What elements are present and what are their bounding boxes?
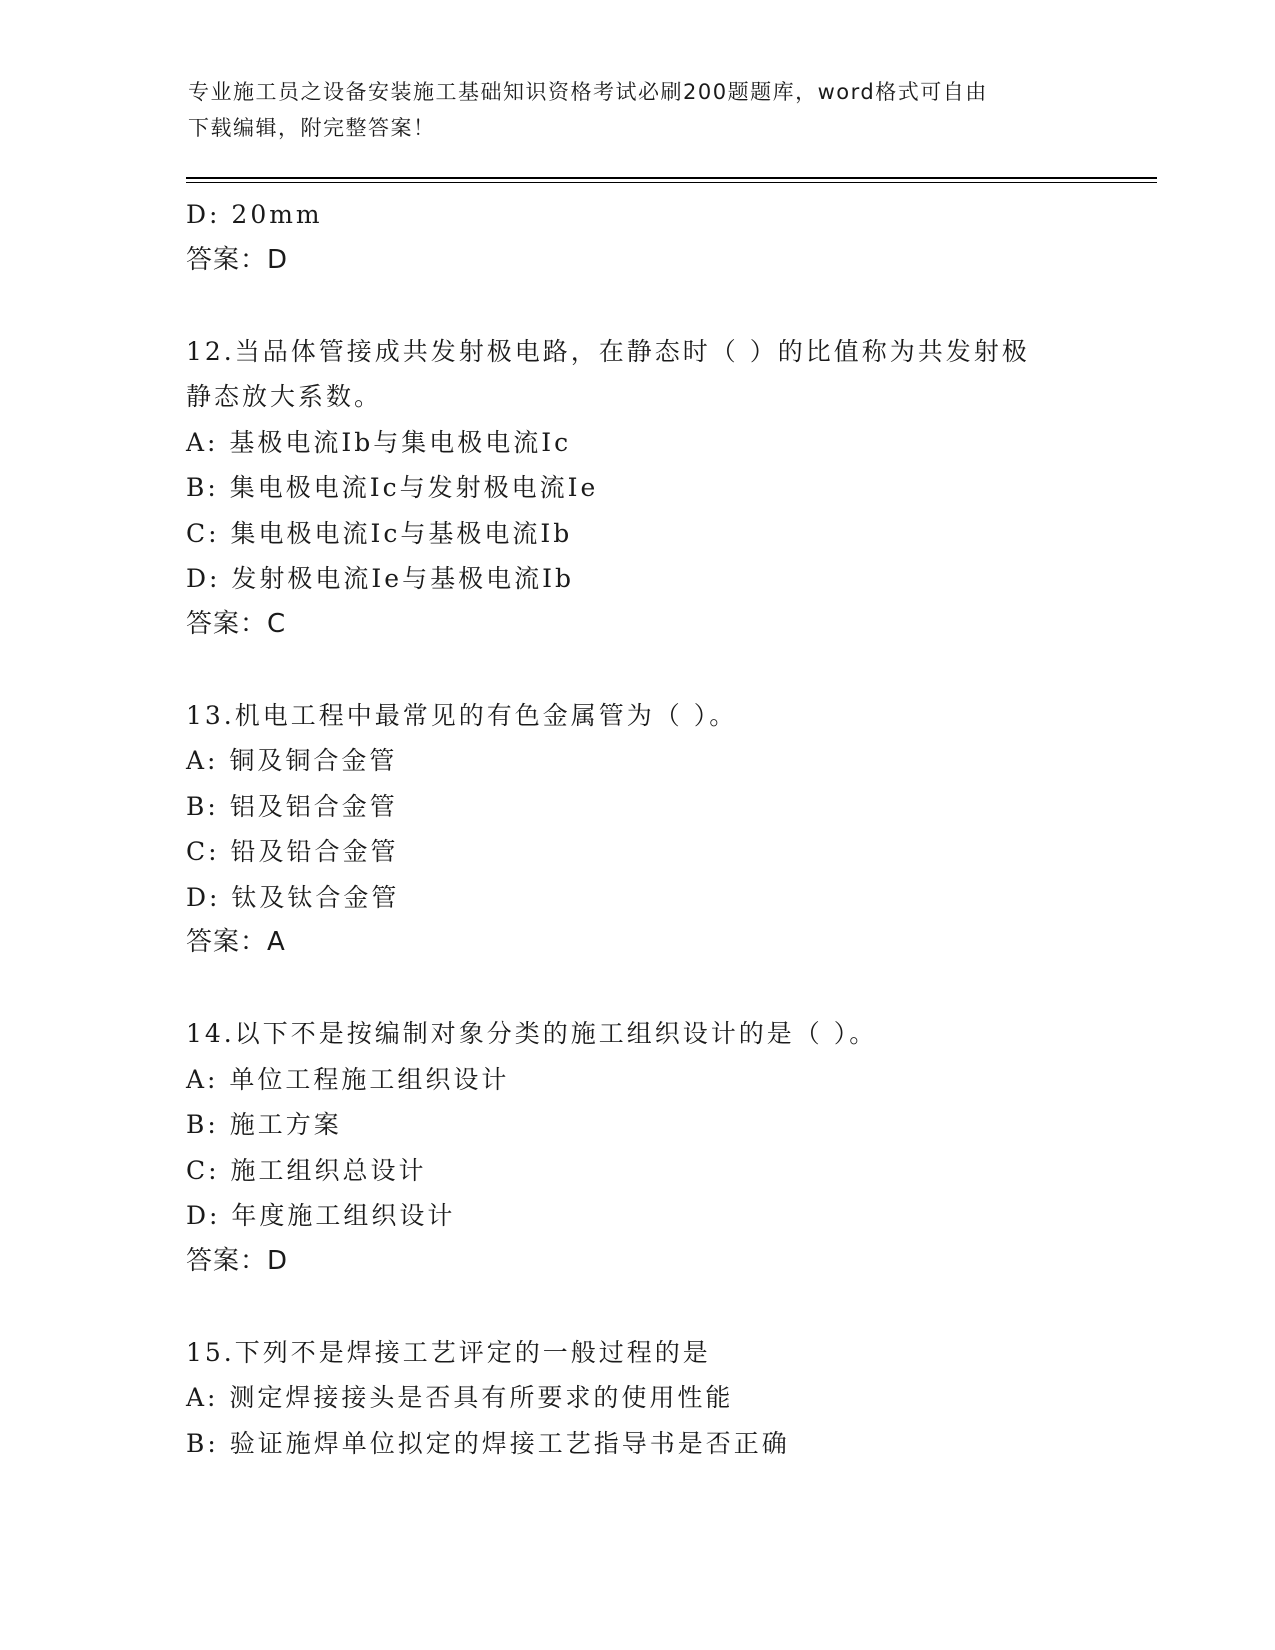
header-line-2: 下载编辑，附完整答案！ — [188, 116, 436, 140]
question-12-option-a: A: 基极电流Ib与集电极电流Ic — [186, 427, 572, 457]
spacer — [186, 647, 1146, 693]
question-list — [186, 192, 1146, 1466]
question-15-option-a: A: 测定焊接接头是否具有所要求的使用性能 — [186, 1383, 734, 1412]
question-12-option-c: C: 集电极电流Ic与基极电流Ib — [186, 518, 573, 548]
header-divider-thick — [186, 177, 1157, 179]
question-13-option-d: D: 钛及钛合金管 — [186, 882, 400, 912]
question-15-stem: 15.下列不是焊接工艺评定的一般过程的是 — [186, 1337, 711, 1367]
document-header — [188, 74, 1088, 146]
question-13-answer: 答案：A — [186, 927, 286, 957]
question-13-stem: 13.机电工程中最常见的有色金属管为（ ）。 — [186, 700, 738, 730]
header-divider-thin — [186, 182, 1157, 183]
question-12-option-d: D: 发射极电流Ie与基极电流Ib — [186, 564, 574, 593]
option-d: D: 20mm — [186, 200, 323, 229]
spacer — [186, 283, 1146, 329]
question-14-answer: 答案：D — [186, 1245, 289, 1276]
question-14-option-b: B: 施工方案 — [186, 1110, 342, 1139]
question-12-option-b: B: 集电极电流Ic与发射极电流Ie — [186, 473, 599, 502]
answer-line: 答案：D — [186, 244, 289, 275]
question-14-option-d: D: 年度施工组织设计 — [186, 1201, 456, 1230]
question-13-option-c: C: 铅及铅合金管 — [186, 837, 399, 866]
spacer — [186, 966, 1146, 1012]
question-13-option-b: B: 铝及铝合金管 — [186, 791, 398, 821]
question-14-option-c: C: 施工组织总设计 — [186, 1155, 427, 1185]
question-12-answer: 答案：C — [186, 608, 287, 639]
question-12-stem: 12.当品体管接成共发射极电路，在静态时（ ）的比值称为共发射极 — [186, 336, 1030, 366]
question-13-option-a: A: 铜及铜合金管 — [186, 746, 398, 775]
question-15-option-b: B: 验证施焊单位拟定的焊接工艺指导书是否正确 — [186, 1428, 790, 1458]
spacer — [186, 1284, 1146, 1330]
question-12-stem-cont: 静态放大系数。 — [186, 382, 383, 411]
header-line-1: 专业施工员之设备安装施工基础知识资格考试必刷200题题库，word格式可自由 — [188, 80, 988, 104]
question-14-option-a: A: 单位工程施工组织设计 — [186, 1064, 510, 1094]
question-14-stem: 14.以下不是按编制对象分类的施工组织设计的是（ ）。 — [186, 1019, 878, 1048]
